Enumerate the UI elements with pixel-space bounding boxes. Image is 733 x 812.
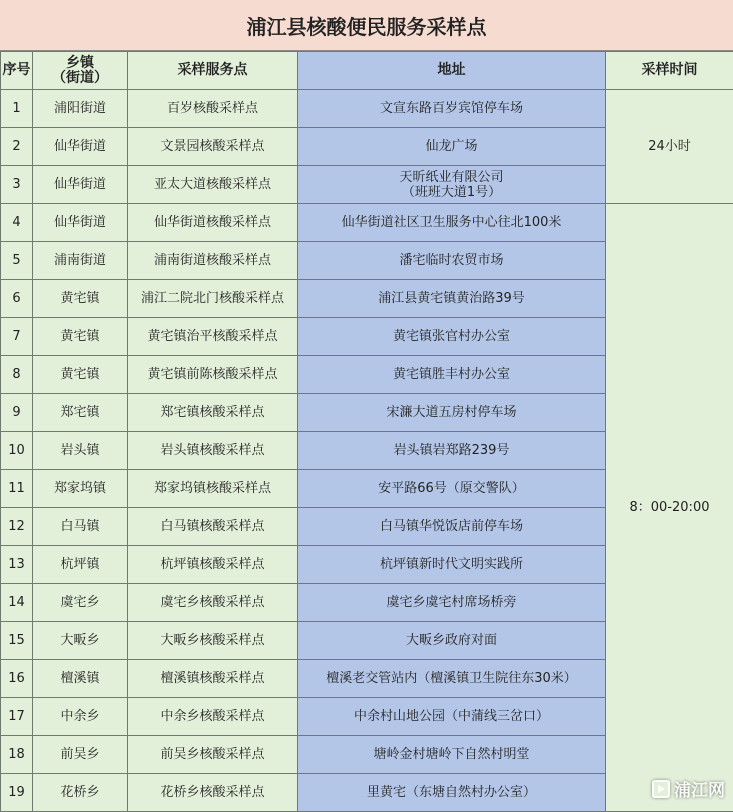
row-index: 18 (1, 736, 33, 774)
row-address (298, 546, 606, 584)
row-index: 14 (1, 584, 33, 622)
row-address (298, 736, 606, 774)
row-address-line1: 安平路66号（原交警队） (298, 481, 605, 496)
row-town: 仙华街道 (33, 166, 128, 204)
row-address (298, 394, 606, 432)
header-site: 采样服务点 (128, 52, 298, 90)
row-index: 15 (1, 622, 33, 660)
row-index: 8 (1, 356, 33, 394)
row-address (298, 774, 606, 812)
table-row (1, 90, 733, 128)
row-address-line1: 天昕纸业有限公司 (298, 170, 605, 185)
header-row (1, 52, 733, 90)
row-site: 大畈乡核酸采样点 (128, 622, 298, 660)
row-address-line1: 文宣东路百岁宾馆停车场 (298, 101, 605, 116)
row-town: 花桥乡 (33, 774, 128, 812)
row-site: 百岁核酸采样点 (128, 90, 298, 128)
table-row (1, 204, 733, 242)
row-address (298, 470, 606, 508)
row-town: 黄宅镇 (33, 356, 128, 394)
row-town: 杭坪镇 (33, 546, 128, 584)
row-index: 10 (1, 432, 33, 470)
row-index: 9 (1, 394, 33, 432)
row-index: 2 (1, 128, 33, 166)
row-index: 6 (1, 280, 33, 318)
row-address (298, 660, 606, 698)
row-address-line1: 虞宅乡虞宅村席场桥旁 (298, 595, 605, 610)
row-address (298, 356, 606, 394)
row-address (298, 128, 606, 166)
header-town-line1: 乡镇 (33, 56, 127, 71)
row-town: 中余乡 (33, 698, 128, 736)
row-site: 檀溪镇核酸采样点 (128, 660, 298, 698)
row-site: 郑宅镇核酸采样点 (128, 394, 298, 432)
row-site: 黄宅镇前陈核酸采样点 (128, 356, 298, 394)
header-index: 序号 (1, 52, 33, 90)
row-address (298, 90, 606, 128)
row-address-line2: （班班大道1号） (298, 185, 605, 200)
row-address-line1: 黄宅镇张官村办公室 (298, 329, 605, 344)
header-time: 采样时间 (606, 52, 733, 90)
row-address (298, 698, 606, 736)
row-address (298, 584, 606, 622)
row-town: 浦南街道 (33, 242, 128, 280)
row-town: 黄宅镇 (33, 280, 128, 318)
row-town: 郑宅镇 (33, 394, 128, 432)
row-address-line1: 杭坪镇新时代文明实践所 (298, 557, 605, 572)
row-index: 16 (1, 660, 33, 698)
row-site: 郑家坞镇核酸采样点 (128, 470, 298, 508)
row-address-line1: 檀溪老交管站内（檀溪镇卫生院往东30米） (298, 671, 605, 686)
watermark-logo (652, 776, 725, 801)
row-index: 19 (1, 774, 33, 812)
row-address-line1: 白马镇华悦饭店前停车场 (298, 519, 605, 534)
row-index: 7 (1, 318, 33, 356)
row-index: 17 (1, 698, 33, 736)
row-address-line1: 岩头镇岩郑路239号 (298, 443, 605, 458)
row-site: 虞宅乡核酸采样点 (128, 584, 298, 622)
row-town: 岩头镇 (33, 432, 128, 470)
row-address-line1: 中余村山地公园（中蒲线三岔口） (298, 709, 605, 724)
row-address (298, 318, 606, 356)
row-site: 中余乡核酸采样点 (128, 698, 298, 736)
header-town (33, 52, 128, 90)
page-title: 浦江县核酸便民服务采样点 (0, 0, 733, 51)
row-town: 仙华街道 (33, 128, 128, 166)
row-index: 13 (1, 546, 33, 584)
row-address (298, 280, 606, 318)
row-site: 杭坪镇核酸采样点 (128, 546, 298, 584)
header-town-line2: （街道） (33, 71, 127, 86)
row-address-line1: 仙华街道社区卫生服务中心往北100米 (298, 215, 605, 230)
row-address (298, 432, 606, 470)
row-sampling-time: 8：00-20:00 (606, 204, 733, 812)
row-site: 前吴乡核酸采样点 (128, 736, 298, 774)
row-site: 亚太大道核酸采样点 (128, 166, 298, 204)
row-address-line1: 大畈乡政府对面 (298, 633, 605, 648)
row-address-line1: 潘宅临时农贸市场 (298, 253, 605, 268)
row-index: 11 (1, 470, 33, 508)
row-town: 浦阳街道 (33, 90, 128, 128)
row-address-line1: 黄宅镇胜丰村办公室 (298, 367, 605, 382)
row-address-line1: 里黄宅（东塘自然村办公室） (298, 785, 605, 800)
row-index: 3 (1, 166, 33, 204)
row-address-line1: 仙龙广场 (298, 139, 605, 154)
row-town: 白马镇 (33, 508, 128, 546)
row-address (298, 166, 606, 204)
header-address: 地址 (298, 52, 606, 90)
watermark-text: 浦江网 (674, 776, 725, 801)
row-town: 虞宅乡 (33, 584, 128, 622)
row-town: 郑家坞镇 (33, 470, 128, 508)
row-site: 花桥乡核酸采样点 (128, 774, 298, 812)
row-index: 4 (1, 204, 33, 242)
row-index: 5 (1, 242, 33, 280)
row-site: 白马镇核酸采样点 (128, 508, 298, 546)
row-address (298, 204, 606, 242)
row-site: 仙华街道核酸采样点 (128, 204, 298, 242)
row-index: 1 (1, 90, 33, 128)
row-index: 12 (1, 508, 33, 546)
row-site: 浦南街道核酸采样点 (128, 242, 298, 280)
sampling-sites-table (0, 51, 733, 812)
row-town: 黄宅镇 (33, 318, 128, 356)
row-site: 浦江二院北门核酸采样点 (128, 280, 298, 318)
row-address (298, 242, 606, 280)
row-sampling-time: 24小时 (606, 90, 733, 204)
row-address-line1: 浦江县黄宅镇黄治路39号 (298, 291, 605, 306)
row-town: 大畈乡 (33, 622, 128, 660)
play-logo-icon (652, 780, 670, 798)
row-town: 檀溪镇 (33, 660, 128, 698)
row-town: 前吴乡 (33, 736, 128, 774)
row-address-line1: 宋濂大道五房村停车场 (298, 405, 605, 420)
row-site: 黄宅镇治平核酸采样点 (128, 318, 298, 356)
row-town: 仙华街道 (33, 204, 128, 242)
row-address (298, 508, 606, 546)
row-address-line1: 塘岭金村塘岭下自然村明堂 (298, 747, 605, 762)
row-address (298, 622, 606, 660)
row-site: 岩头镇核酸采样点 (128, 432, 298, 470)
row-site: 文景园核酸采样点 (128, 128, 298, 166)
